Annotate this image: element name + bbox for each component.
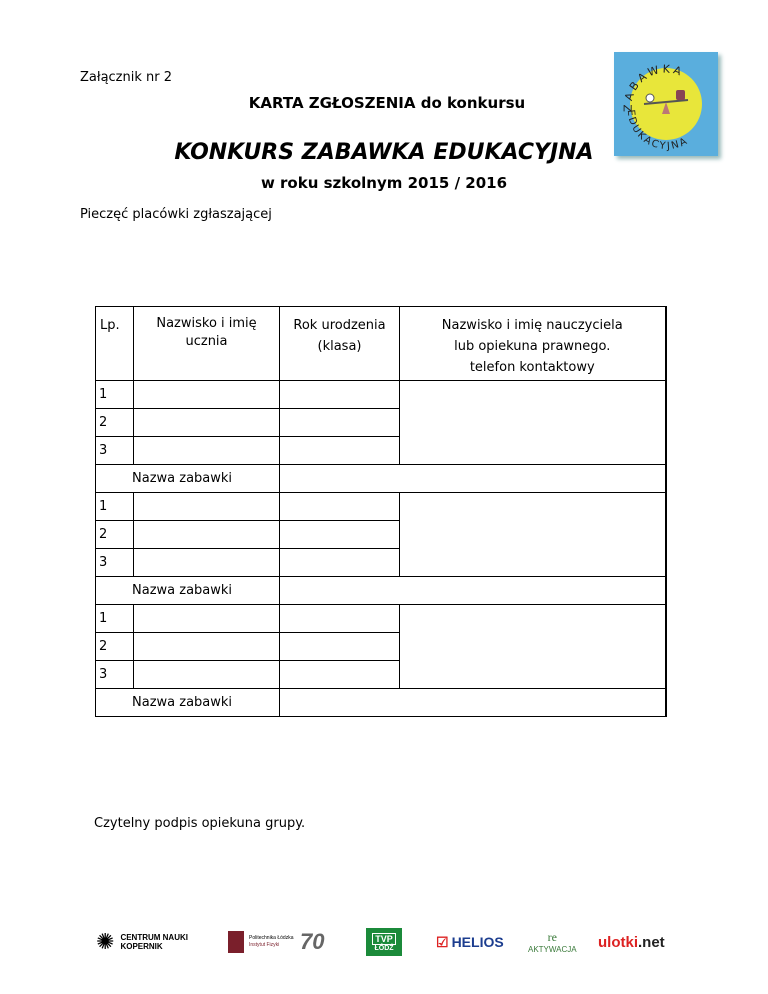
- pl-line2: Instytut Fizyki: [249, 942, 280, 948]
- row-number: 2: [96, 521, 134, 549]
- sponsor-reaktywacja-logo: [528, 928, 577, 956]
- toy-label: Nazwa zabawki: [96, 465, 280, 493]
- toy-label: Nazwa zabawki: [96, 577, 280, 605]
- birth-cell[interactable]: [280, 605, 400, 633]
- header-birth-year-label: Rok urodzenia: [293, 318, 386, 333]
- header-teacher-line2: lub opiekuna prawnego.: [454, 339, 611, 354]
- birth-cell[interactable]: [280, 521, 400, 549]
- card-title: KARTA ZGŁOSZENIA do konkursu: [248, 94, 526, 112]
- toy-row: [96, 577, 666, 605]
- entry-table: [95, 306, 667, 717]
- ulotki-text: ulotki: [598, 933, 638, 951]
- row-number: 1: [96, 605, 134, 633]
- header-teacher-line3: telefon kontaktowy: [469, 360, 595, 375]
- helios-text: HELIOS: [451, 934, 504, 950]
- header-lp: Lp.: [96, 307, 134, 381]
- student-cell[interactable]: [134, 549, 280, 577]
- toy-name-cell[interactable]: [280, 577, 666, 605]
- row-number: 3: [96, 661, 134, 689]
- birth-cell[interactable]: [280, 493, 400, 521]
- row-number: 1: [96, 493, 134, 521]
- logo-top-text: ZABAWKA: [621, 62, 686, 113]
- header-birth-class: (klasa): [317, 339, 362, 354]
- signature-label: Czytelny podpis opiekuna grupy.: [94, 816, 306, 831]
- student-cell[interactable]: [134, 605, 280, 633]
- header-teacher: [400, 307, 666, 381]
- sponsor-helios-logo: [436, 928, 504, 956]
- header-teacher-line1: Nazwisko i imię nauczyciela: [441, 318, 623, 333]
- toy-name-cell[interactable]: [280, 689, 666, 717]
- sponsor-70-logo: 70: [300, 929, 325, 954]
- birth-cell[interactable]: [280, 381, 400, 409]
- row-number: 2: [96, 409, 134, 437]
- student-cell[interactable]: [134, 493, 280, 521]
- birth-cell[interactable]: [280, 633, 400, 661]
- table-row: [96, 493, 666, 521]
- re-text: re: [547, 930, 557, 944]
- main-title: KONKURS ZABAWKA EDUKACYJNA: [174, 140, 594, 165]
- row-number: 2: [96, 633, 134, 661]
- row-number: 1: [96, 381, 134, 409]
- ck-icon: ✺: [96, 929, 115, 954]
- table-row: [96, 381, 666, 409]
- sponsor-tvp-logo: [366, 928, 402, 956]
- birth-cell[interactable]: [280, 661, 400, 689]
- header-birth-year: [280, 307, 400, 381]
- teacher-cell[interactable]: [400, 381, 666, 465]
- sponsor-ck-logo: [96, 928, 188, 956]
- sponsor-ulotki-logo: [598, 928, 665, 956]
- student-cell[interactable]: [134, 381, 280, 409]
- stamp-label: Pieczęć placówki zgłaszającej: [80, 207, 272, 222]
- table-row: [96, 605, 666, 633]
- logo-bottom-text: EDUKACYJNA: [624, 109, 691, 153]
- birth-cell[interactable]: [280, 437, 400, 465]
- toy-label: Nazwa zabawki: [96, 689, 280, 717]
- birth-cell[interactable]: [280, 409, 400, 437]
- header-student: Nazwisko i imię ucznia: [134, 307, 280, 381]
- school-year: w roku szkolnym 2015 / 2016: [260, 174, 508, 192]
- toy-name-cell[interactable]: [280, 465, 666, 493]
- tvp-text: TVP: [372, 933, 396, 945]
- teacher-cell[interactable]: [400, 605, 666, 689]
- toy-row: [96, 689, 666, 717]
- student-cell[interactable]: [134, 409, 280, 437]
- student-cell[interactable]: [134, 633, 280, 661]
- tvp-city: ŁÓDŹ: [374, 944, 394, 952]
- pl-line1: Politechnika Łódzka: [249, 935, 294, 941]
- toy-row: [96, 465, 666, 493]
- pl-crest-icon: [228, 931, 244, 953]
- student-cell[interactable]: [134, 437, 280, 465]
- annex-label: Załącznik nr 2: [80, 70, 173, 85]
- ulotki-tld: .net: [638, 933, 665, 951]
- row-number: 3: [96, 437, 134, 465]
- aktywacja-text: AKTYWACJA: [528, 945, 577, 954]
- birth-cell[interactable]: [280, 549, 400, 577]
- row-number: 3: [96, 549, 134, 577]
- helios-check-icon: ☑: [436, 933, 449, 950]
- teacher-cell[interactable]: [400, 493, 666, 577]
- ck-line1: CENTRUM NAUKI: [120, 933, 188, 942]
- sponsor-pl-logo: [228, 928, 293, 956]
- student-cell[interactable]: [134, 661, 280, 689]
- ck-line2: KOPERNIK: [120, 942, 163, 951]
- student-cell[interactable]: [134, 521, 280, 549]
